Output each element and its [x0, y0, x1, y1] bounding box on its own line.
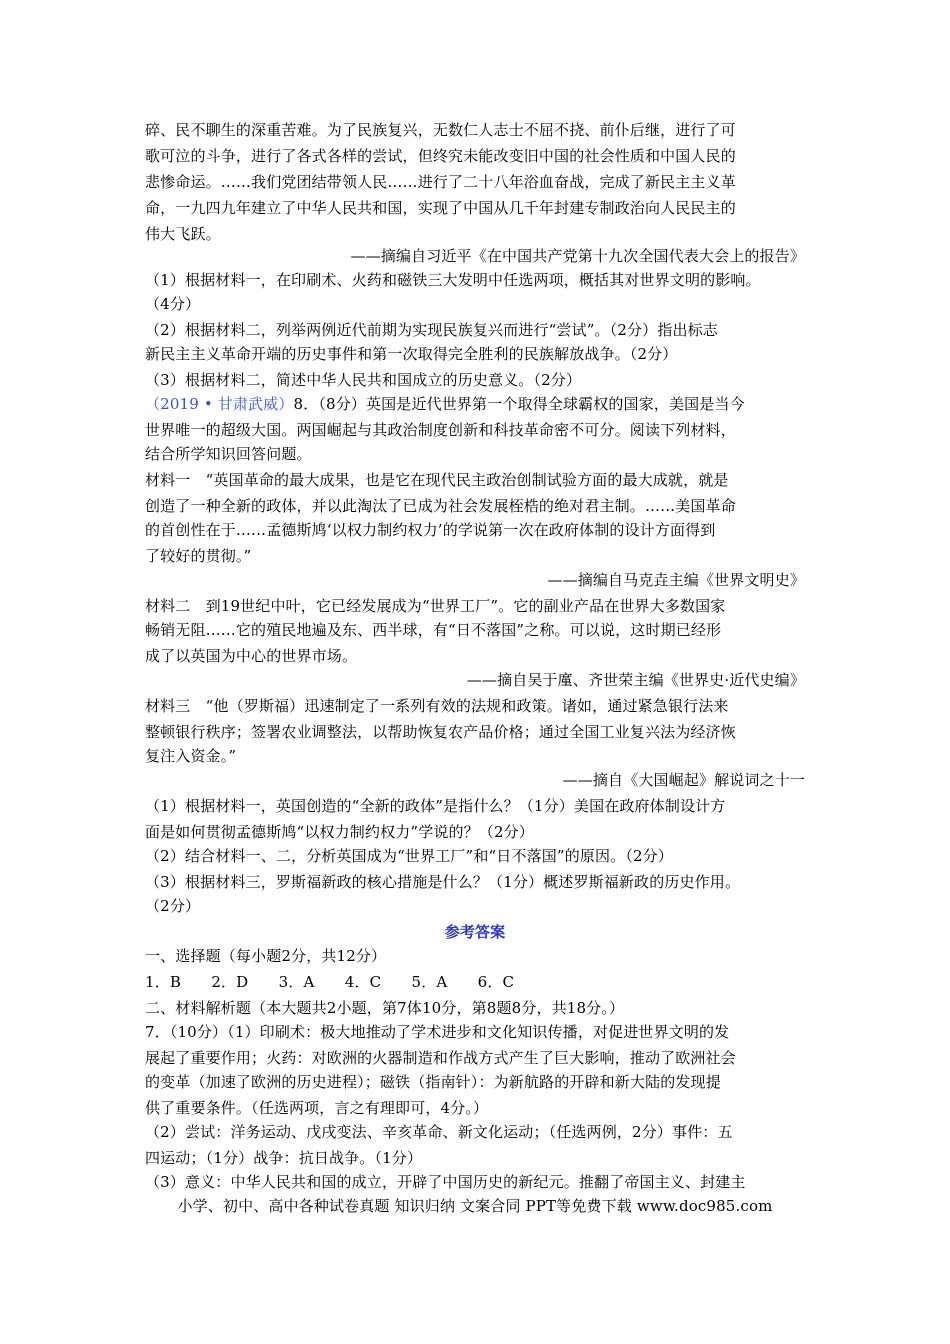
answer-line: （3）意义：中华人民共和国的成立，开辟了中国历史的新纪元。推翻了帝国主义、封建主: [145, 1173, 746, 1191]
source-tag: （2019 • 甘肃武威）: [145, 395, 294, 413]
source-citation: ——摘自吴于廑、齐世荣主编《世界史·近代史编》: [466, 671, 805, 689]
material-line: 的首创性在于……孟德斯鸠‘以权力制约权力’的学说第一次在政府体制的设计方面得到: [145, 521, 716, 539]
text-line: 结合所学知识回答问题。: [145, 445, 312, 463]
question-line: （1）根据材料一，在印刷术、火药和磁铁三大发明中任选两项，概括其对世界文明的影响。: [145, 271, 761, 289]
answer-line: 供了重要条件。（任选两项，言之有理即可，4分。）: [145, 1099, 489, 1117]
question-line: （2）根据材料二，列举两例近代前期为实现民族复兴而进行“尝试”。（2分）指出标志: [145, 321, 718, 339]
question-line: 新民主主义革命开端的历史事件和第一次取得完全胜利的民族解放战争。（2分）: [145, 345, 678, 363]
material-line: 成了以英国为中心的世界市场。: [145, 647, 358, 665]
page-footer: 小学、初中、高中各种试卷真题 知识归纳 文案合同 PPT等免费下载 www.doc985.com: [177, 1197, 773, 1215]
material-line: 复注入资金。”: [145, 747, 237, 765]
material-line: 整顿银行秩序；签署农业调整法，以帮助恢复农产品价格；通过全国工业复兴法为经济恢: [145, 723, 736, 741]
question-line: （3）根据材料三，罗斯福新政的核心措施是什么？（1分）概述罗斯福新政的历史作用。: [145, 873, 741, 891]
answer-line: 1．B 2．D 3．A 4．C 5．A 6．C: [145, 973, 515, 991]
material-line: 创造了一种全新的政体，并以此淘汰了已成为社会发展桎梏的绝对君主制。……美国革命: [145, 497, 736, 515]
material-line: 材料二 到19世纪中叶，它已经发展成为“世界工厂”。它的副业产品在世界大多数国家: [145, 597, 726, 615]
material-line: 材料一 “英国革命的最大成果，也是它在现代民主政治创制试验方面的最大成就，就是: [145, 471, 729, 489]
question-line: （4分）: [145, 295, 201, 313]
source-citation: ——摘编自习近平《在中国共产党第十九次全国代表大会上的报告》: [350, 247, 805, 265]
answer-line: 四运动；（1分）战争：抗日战争。（1分）: [145, 1149, 423, 1167]
source-citation: ——摘自《大国崛起》解说词之十一: [562, 771, 805, 789]
answer-line: 一、选择题（每小题2分，共12分）: [145, 947, 387, 965]
text-line: 悲惨命运。……我们党团结带领人民……进行了二十八年浴血奋战，完成了新民主主义革: [145, 173, 736, 191]
material-line: 畅销无阻……它的殖民地遍及东、西半球，有“日不落国”之称。可以说，这时期已经形: [145, 621, 722, 639]
answer-line: （2）尝试：洋务运动、戊戌变法、辛亥革命、新文化运动；（任选两例，2分）事件：五: [145, 1123, 733, 1141]
question-line: （3）根据材料二，简述中华人民共和国成立的历史意义。（2分）: [145, 371, 582, 389]
text-line: 碎、民不聊生的深重苦难。为了民族复兴，无数仁人志士不屈不挠、前仆后继，进行了可: [145, 121, 736, 139]
text-line: 世界唯一的超级大国。两国崛起与其政治制度创新和科技革命密不可分。阅读下列材料，: [145, 421, 736, 439]
text-line: 歌可泣的斗争，进行了各式各样的尝试，但终究未能改变旧中国的社会性质和中国人民的: [145, 147, 736, 165]
question-line: （2分）: [145, 897, 201, 915]
answer-line: 展起了重要作用；火药：对欧洲的火器制造和作战方式产生了巨大影响，推动了欧洲社会: [145, 1049, 736, 1067]
question-line: 面是如何贯彻孟德斯鸠“以权力制约权力”学说的？（2分）: [145, 823, 534, 841]
question-line: （2019 • 甘肃武威）8．（8分）英国是近代世界第一个取得全球霸权的国家，美国是当今: [145, 395, 745, 413]
answer-heading: 参考答案: [444, 923, 506, 941]
text-line: 伟大飞跃。: [145, 225, 221, 243]
material-line: 了较好的贯彻。”: [145, 547, 252, 565]
question-line: （2）结合材料一、二，分析英国成为“世界工厂”和“日不落国”的原因。（2分）: [145, 847, 673, 865]
answer-line: 7．（10分）（1）印刷术：极大地推动了学术进步和文化知识传播，对促进世界文明的发: [145, 1023, 730, 1041]
answer-line: 的变革（加速了欧洲的历史进程）；磁铁（指南针）：为新航路的开辟和新大陆的发现提: [145, 1073, 721, 1091]
source-citation: ——摘编自马克垚主编《世界文明史》: [547, 571, 805, 589]
text-line: 命，一九四九年建立了中华人民共和国，实现了中国从几千年封建专制政治向人民民主的: [145, 199, 736, 217]
answer-line: 二、材料解析题（本大题共2小题，第7体10分，第8题8分，共18分。）: [145, 999, 625, 1017]
material-line: 材料三 “他（罗斯福）迅速制定了一系列有效的法规和政策。诸如，通过紧急银行法来: [145, 697, 729, 715]
question-line: （1）根据材料一，英国创造的“全新的政体”是指什么？（1分）美国在政府体制设计方: [145, 797, 726, 815]
